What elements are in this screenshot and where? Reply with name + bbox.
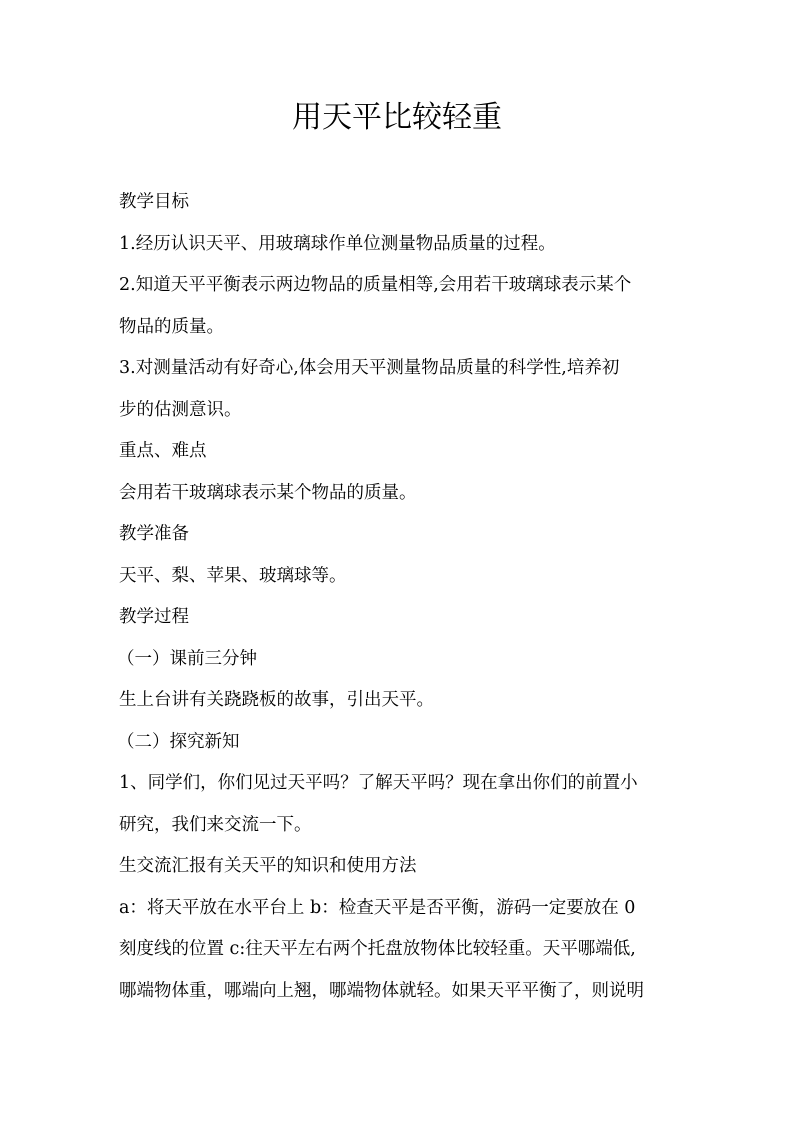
paragraph-report: 生交流汇报有关天平的知识和使用方法 bbox=[119, 856, 417, 876]
paragraph-question-line-1: 1、同学们，你们见过天平吗？了解天平吗？现在拿出你们的前置小 bbox=[119, 773, 638, 793]
section-heading-key-points: 重点、难点 bbox=[119, 441, 207, 461]
key-points-text: 会用若干玻璃球表示某个物品的质量。 bbox=[119, 482, 417, 503]
document-title: 用天平比较轻重 bbox=[292, 100, 502, 135]
objective-3-line-1: 3.对测量活动有好奇心,体会用天平测量物品质量的科学性,培养初 bbox=[119, 358, 620, 378]
section-heading-process: 教学过程 bbox=[119, 607, 189, 627]
paragraph-question-line-2: 研究，我们来交流一下。 bbox=[119, 814, 312, 835]
paragraph-steps-line-3: 哪端物体重，哪端向上翘，哪端物体就轻。如果天平平衡了，则说明 bbox=[119, 980, 644, 1001]
section-heading-preparation: 教学准备 bbox=[119, 524, 189, 544]
subsection-heading-1: （一）课前三分钟 bbox=[117, 648, 257, 669]
section-heading-objectives: 教学目标 bbox=[119, 192, 189, 212]
paragraph-steps-line-2: 刻度线的位置 c:往天平左右两个托盘放物体比较轻重。天平哪端低, bbox=[119, 939, 636, 959]
paragraph-story: 生上台讲有关跷跷板的故事，引出天平。 bbox=[119, 690, 434, 710]
objective-2-line-2: 物品的质量。 bbox=[119, 316, 224, 337]
subsection-heading-2: （二）探究新知 bbox=[117, 731, 240, 752]
objective-1: 1.经历认识天平、用玻璃球作单位测量物品质量的过程。 bbox=[119, 233, 556, 254]
objective-3-line-2: 步的估测意识。 bbox=[119, 399, 242, 420]
objective-2-line-1: 2.知道天平平衡表示两边物品的质量相等,会用若干玻璃球表示某个 bbox=[119, 275, 632, 295]
document-body bbox=[119, 182, 679, 1012]
preparation-text: 天平、梨、苹果、玻璃球等。 bbox=[119, 565, 347, 586]
paragraph-steps-line-1: a：将天平放在水平台上 b：检查天平是否平衡，游码一定要放在 0 bbox=[119, 897, 636, 918]
